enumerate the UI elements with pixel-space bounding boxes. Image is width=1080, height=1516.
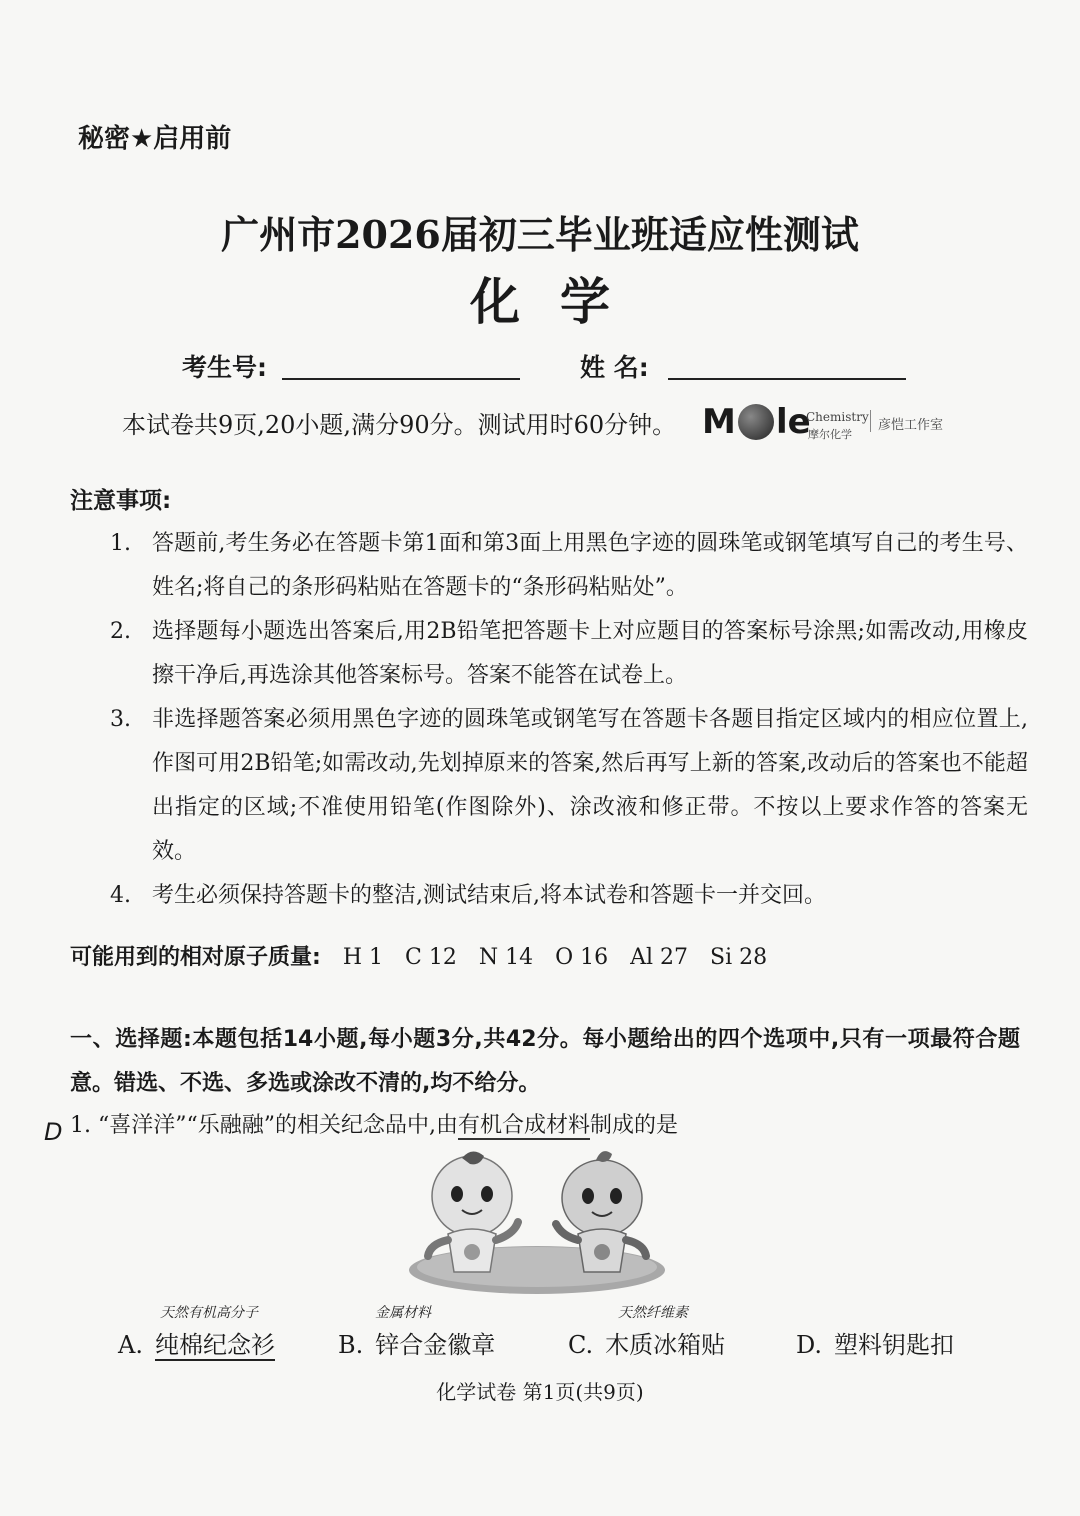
notice-item-number: 2. (110, 619, 131, 644)
option-c (568, 1325, 725, 1360)
subject-title: 化学 (470, 272, 650, 331)
name-label: 姓 名: (580, 353, 649, 382)
logo-studio: 彦恺工作室 (878, 418, 944, 433)
atomic-mass-item: O 16 (555, 945, 609, 970)
option-text: 锌合金徽章 (375, 1331, 496, 1359)
notice-item (110, 522, 1028, 610)
exam-info: 本试卷共9页,20小题,满分90分。测试用时60分钟。 (122, 411, 677, 439)
option-text: 塑料钥匙扣 (834, 1331, 955, 1359)
option-letter: A. (118, 1331, 143, 1359)
option-d (796, 1325, 954, 1360)
atomic-masses-label: 可能用到的相对原子质量: (70, 945, 321, 970)
atomic-mass-item: H 1 (342, 945, 383, 970)
option-b (338, 1325, 495, 1360)
atomic-masses (70, 940, 767, 971)
handwritten-answer: D (44, 1118, 63, 1146)
handwritten-note-c: 天然纤维素 (618, 1305, 688, 1321)
atomic-mass-item: Si 28 (710, 945, 768, 970)
notice-list (110, 522, 1028, 918)
question-underlined-term: 有机合成材料 (457, 1113, 590, 1138)
notice-item (110, 610, 1028, 698)
notice-item-number: 1. (110, 531, 131, 556)
handwritten-note-b: 金属材料 (375, 1305, 431, 1321)
question-text-after: 制成的是 (590, 1113, 679, 1138)
question-1 (70, 1108, 678, 1139)
mascot-illustration (402, 1148, 672, 1302)
handwritten-note-a: 天然有机高分子 (160, 1305, 258, 1321)
exam-number-line (282, 378, 520, 380)
atomic-mass-item: Al 27 (630, 945, 689, 970)
atomic-mass-item: N 14 (478, 945, 534, 970)
notice-item-number: 3. (110, 707, 131, 732)
question-text-before: “喜洋洋”“乐融融”的相关纪念品中,由 (98, 1113, 458, 1138)
notice-item-text: 考生必须保持答题卡的整洁,测试结束后,将本试卷和答题卡一并交回。 (152, 883, 826, 908)
notice-item (110, 874, 1028, 918)
question-number: 1. (70, 1113, 91, 1138)
exam-number-label: 考生号: (182, 353, 267, 382)
logo-letter-m: M (702, 402, 736, 442)
option-text: 纯棉纪念衫 (154, 1331, 275, 1359)
notice-item (110, 698, 1028, 874)
notice-item-text: 答题前,考生务必在答题卡第1面和第3面上用黑色字迹的圆珠笔或钢笔填写自己的考生号、姓名;将自己的条形码粘贴在答题卡的“条形码粘贴处”。 (152, 531, 1028, 600)
name-line (668, 378, 906, 380)
logo-cn: 摩尔化学 (808, 428, 852, 441)
option-a (118, 1325, 275, 1360)
notice-title: 注意事项: (70, 488, 172, 514)
option-letter: B. (338, 1331, 364, 1359)
confidential-label: 秘密★启用前 (78, 124, 232, 154)
notice-item-text: 非选择题答案必须用黑色字迹的圆珠笔或钢笔写在答题卡各题目指定区域内的相应位置上,作图可用2B铅笔;如需改动,先划掉原来的答案,然后再写上新的答案,改动后的答案也不能超出指定的区域;不准使用铅笔(作图除外)、涂改液和修正带。不按以上要求作答的答案无效。 (152, 707, 1028, 864)
option-letter: C. (568, 1331, 594, 1359)
section-heading: 一、选择题:本题包括14小题,每小题3分,共42分。每小题给出的四个选项中,只有一项最符合题意。错选、不选、多选或涂改不清的,均不给分。 (70, 1027, 1020, 1096)
notice-item-number: 4. (110, 883, 131, 908)
atomic-mass-item: C 12 (405, 945, 457, 970)
exam-title: 广州市2026届初三毕业班适应性测试 (221, 212, 859, 257)
logo-chemistry: Chemistry (806, 410, 869, 424)
logo-letters-le: le (776, 402, 811, 442)
option-text: 木质冰箱贴 (605, 1331, 726, 1359)
notice-item-text: 选择题每小题选出答案后,用2B铅笔把答题卡上对应题目的答案标号涂黑;如需改动,用橡皮擦干净后,再选涂其他答案标号。答案不能答在试卷上。 (152, 619, 1028, 688)
page-footer: 化学试卷 第1页(共9页) (436, 1380, 644, 1404)
option-letter: D. (796, 1331, 823, 1359)
logo-divider (870, 410, 871, 432)
globe-icon (738, 404, 774, 440)
